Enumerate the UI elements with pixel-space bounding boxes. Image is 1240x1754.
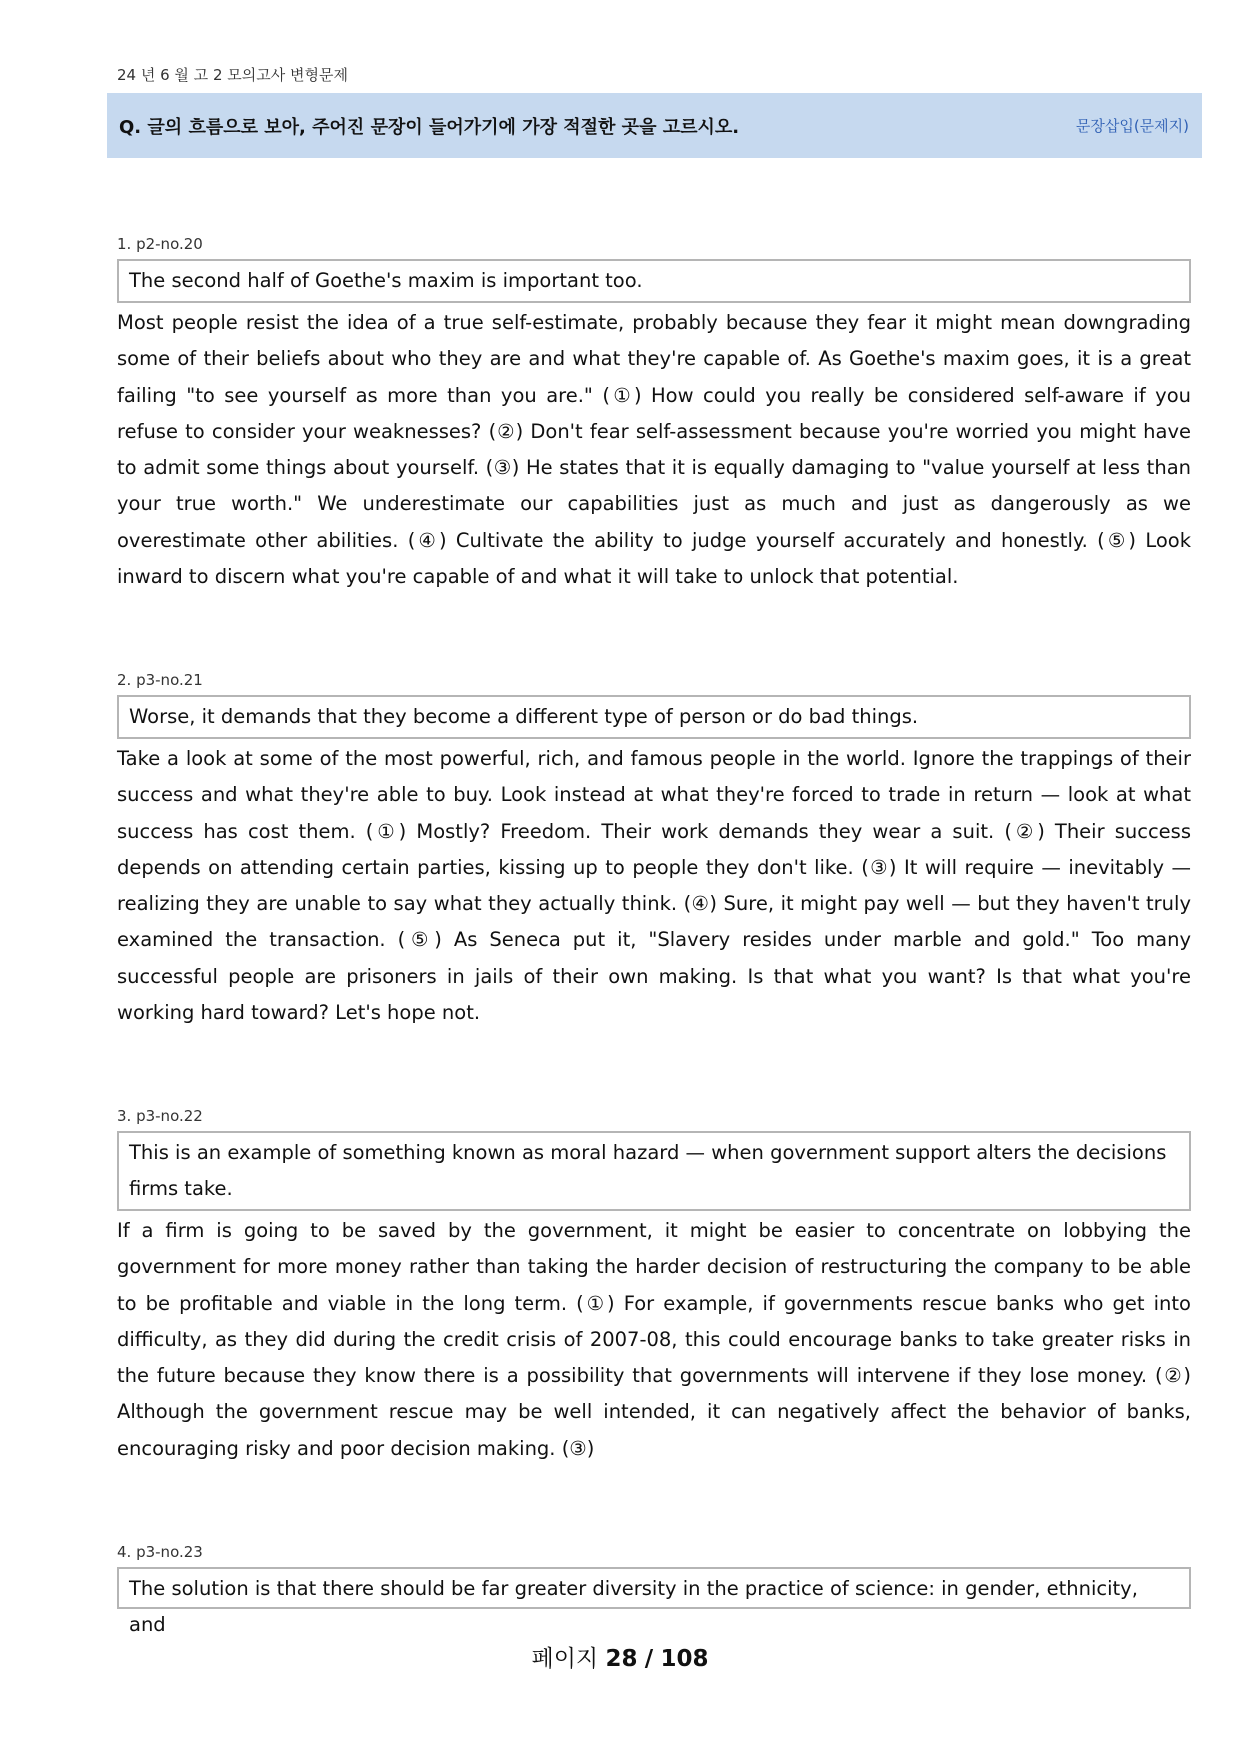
question-banner <box>107 93 1202 158</box>
given-sentence-box: This is an example of something known as moral hazard — when government support alters the decisions firms take. <box>117 1131 1191 1211</box>
question-number: 4. p3-no.23 <box>117 1543 203 1561</box>
given-sentence-box: The second half of Goethe's maxim is important too. <box>117 259 1191 303</box>
passage-text: Most people resist the idea of a true self-estimate, probably because they fear it might mean downgrading some of their beliefs about who they are and what they're capable of. As Goethe's maxim goes, it is a great failing "to see yourself as more than you are." (①) How could you really be considered self-aware if you refuse to consider your weaknesses? (②) Don't fear self-assessment because you're worried you might have to admit some things about yourself. (③) He states that it is equally damaging to "value yourself at less than your true worth." We underestimate our capabilities just as much and just as dangerously as we overestimate other abilities. (④) Cultivate the ability to judge yourself accurately and honestly. (⑤) Look inward to discern what you're capable of and what it will take to unlock that potential. <box>117 311 1191 589</box>
page-footer <box>0 1640 1240 1673</box>
passage-text: If a firm is going to be saved by the government, it might be easier to concentrate on lobbying the government for more money rather than taking the harder decision of restructuring the company to be able to be profitable and viable in the long term. (①) For example, if governments rescue banks who get into difficulty, as they did during the credit crisis of 2007-08, this could encourage banks to take greater risks in the future because they know there is a possibility that governments will intervene if they lose money. (②) Although the government rescue may be well intended, it can negatively affect the behavior of banks, encouraging risky and poor decision making. (③) <box>117 1219 1191 1460</box>
question-2 <box>117 669 1191 1031</box>
page-separator: / <box>644 1646 654 1672</box>
current-page: 28 <box>605 1646 638 1672</box>
given-sentence-box: The solution is that there should be far greater diversity in the practice of science: in gender, ethnicity, and <box>117 1567 1191 1609</box>
given-sentence-box: Worse, it demands that they become a different type of person or do bad things. <box>117 695 1191 739</box>
question-4 <box>117 1541 1191 1636</box>
question-number: 2. p3-no.21 <box>117 671 203 689</box>
page-label: 페이지 <box>531 1646 599 1672</box>
total-pages: 108 <box>660 1646 709 1672</box>
question-type-label: 문장삽입(문제지) <box>1075 117 1189 135</box>
question-instruction: Q. 글의 흐름으로 보아, 주어진 문장이 들어가기에 가장 적절한 곳을 고르시오. <box>119 116 740 138</box>
question-1 <box>117 233 1191 595</box>
document-header: 24 년 6 월 고 2 모의고사 변형문제 <box>117 66 348 84</box>
passage-text: Take a look at some of the most powerful, rich, and famous people in the world. Ignore the trappings of their success and what they're able to buy. Look instead at what they're forced to trade in return — look at what success has cost them. (①) Mostly? Freedom. Their work demands they wear a suit. (②) Their success depends on attending certain parties, kissing up to people they don't like. (③) It will require — inevitably — realizing they are unable to say what they actually think. (④) Sure, it might pay well — but they haven't truly examined the transaction. (⑤) As Seneca put it, "Slavery resides under marble and gold." Too many successful people are prisoners in jails of their own making. Is that what you want? Is that what you're working hard toward? Let's hope not. <box>117 747 1191 1025</box>
question-number: 1. p2-no.20 <box>117 235 203 253</box>
question-3 <box>117 1105 1191 1467</box>
question-number: 3. p3-no.22 <box>117 1107 203 1125</box>
